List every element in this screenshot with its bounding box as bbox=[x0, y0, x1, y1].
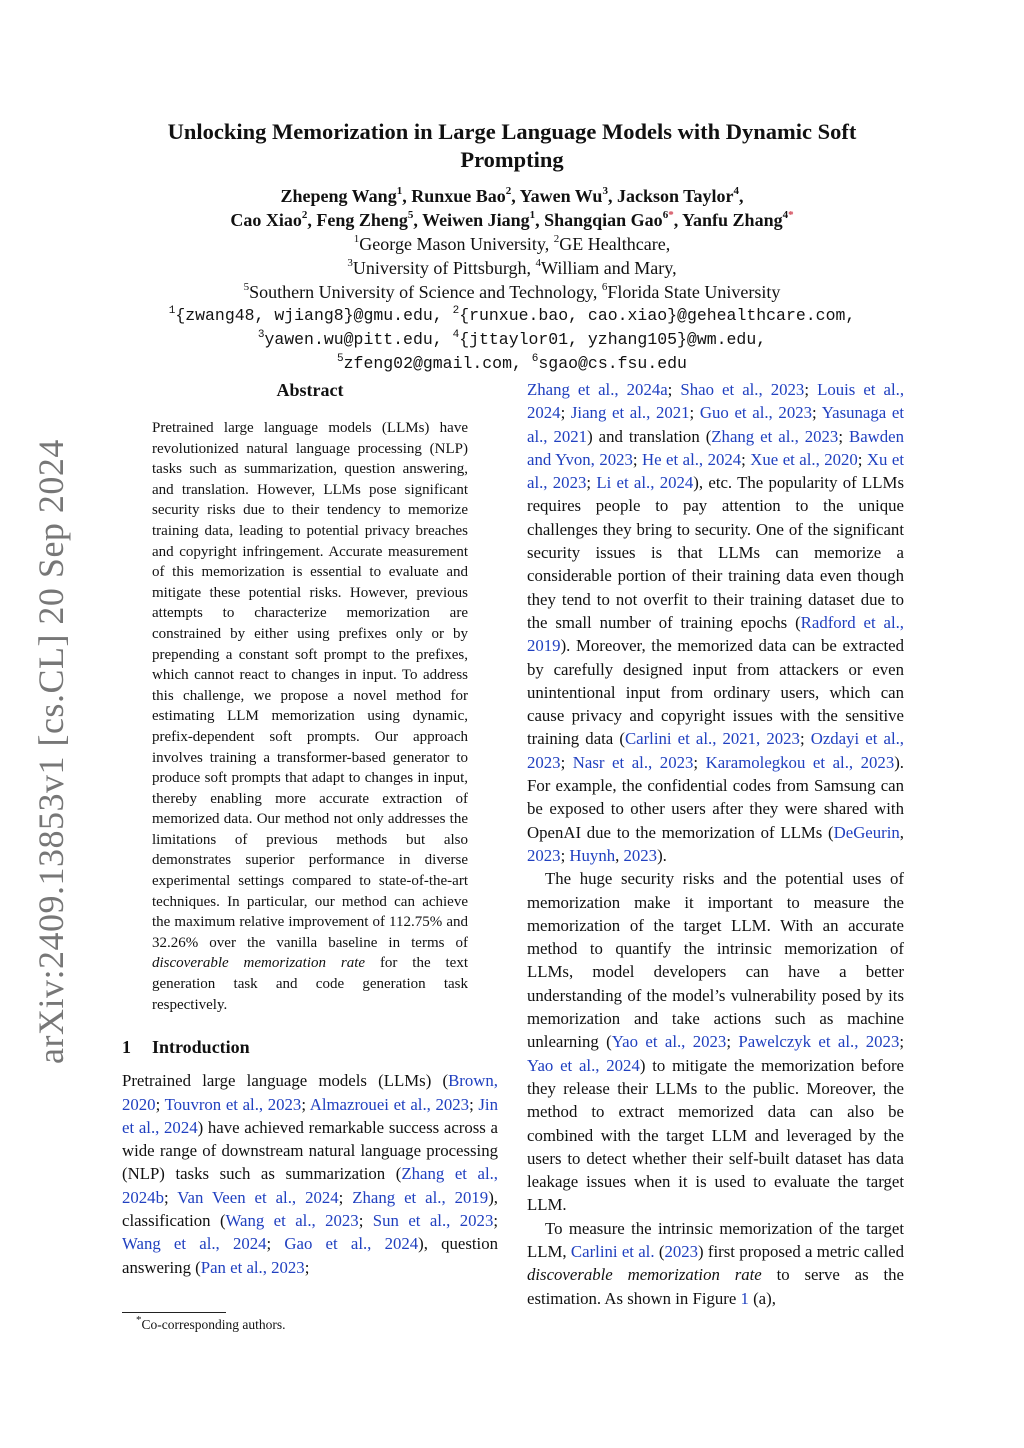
citation-link[interactable]: Jin et al., 2024 bbox=[122, 1094, 498, 1137]
author-name: Feng Zheng bbox=[316, 210, 408, 230]
citation-link[interactable]: 2023 bbox=[527, 845, 561, 865]
citation-link[interactable]: 2023 bbox=[664, 1241, 698, 1261]
citation-link[interactable]: Carlini et al., 2021, 2023 bbox=[624, 729, 800, 749]
footnote-rule bbox=[122, 1312, 226, 1313]
emphasis: discoverable memorization rate bbox=[527, 1265, 762, 1285]
email: {jttaylor01, yzhang105}@wm.edu bbox=[459, 330, 757, 349]
email: sgao@cs.fsu.edu bbox=[538, 354, 687, 373]
citation-link[interactable]: Yasunaga et al., 2021 bbox=[527, 403, 904, 446]
citation-link[interactable]: Guo et al., 2023 bbox=[699, 403, 812, 423]
email-line: $^3$yawen.wu@pitt.edu, $^4${jttaylor01, yzhang105}@wm.edu, bbox=[257, 328, 767, 349]
citation-link[interactable]: Radford et al., 2019 bbox=[527, 612, 905, 656]
citation-link[interactable]: Van Veen et al., 2024 bbox=[177, 1187, 339, 1207]
citation-link[interactable]: Carlini et al. bbox=[570, 1241, 655, 1261]
intro-paragraph-1-continued: Zhang et al., 2024a; Shao et al., 2023; Louis et al., 2024; Jiang et al., 2021; Guo et al., 2023; Yasunaga et al., 2021) and translation (Zhang et al., 2023; Bawden and Yvon, 2023; He et al., 2024; Xue et al., 2020; Xu et al., 2023; Li et al., 2024), etc. The popularity of LLMs requires people to pay attention to the unique challenges they bring to security. One of the significant security issues is that LLMs can memorize a considerable portion of their training data even though they tend to not overfit to their training dataset due to the small number of training epochs (Radford et al., 2019). Moreover, the memorized data can be extracted by carefully designed input from attackers or even unintentional input from ordinary users, which can cause privacy and copyright issues with the sensitive training data (Carlini et al., 2021, 2023; Ozdayi et al., 2023; Nasr et al., 2023; Karamolegkou et al., 2023). For example, the confidential codes from Samsung can be exposed to other users after they were shared with OpenAI due to the memorization of LLMs (DeGeurin, 2023; Huynh, 2023). bbox=[527, 380, 905, 865]
affil-mark: 3 bbox=[257, 328, 265, 341]
affil-mark: 6 bbox=[601, 281, 608, 293]
corresponding-mark: * bbox=[788, 209, 794, 221]
affiliation-block bbox=[120, 232, 904, 376]
affil-mark: 3 bbox=[347, 257, 353, 269]
affiliation-lines bbox=[120, 232, 904, 304]
citation-link[interactable]: Yao et al., 2023 bbox=[611, 1032, 727, 1052]
affiliation: William and Mary, bbox=[541, 258, 677, 278]
affil-mark: 1 bbox=[353, 233, 360, 245]
citation-link[interactable]: Touvron et al., 2023 bbox=[164, 1094, 302, 1114]
email: zfeng02@gmail.com bbox=[343, 354, 512, 373]
footnote bbox=[136, 1313, 286, 1334]
author-name: Yawen Wu bbox=[519, 186, 603, 206]
affiliation: George Mason University, bbox=[359, 234, 554, 254]
citation-link[interactable]: Yao et al., 2024 bbox=[527, 1055, 640, 1075]
email-line: $^5$zfeng02@gmail.com, $^6$sgao@cs.fsu.edu bbox=[337, 352, 687, 373]
author-name: Weiwen Jiang bbox=[422, 210, 530, 230]
citation-link[interactable]: Almazrouei et al., 2023 bbox=[309, 1094, 470, 1114]
footnote-text: Co-corresponding authors. bbox=[141, 1317, 286, 1332]
citation-link[interactable]: 2023 bbox=[623, 845, 658, 865]
author-affil-mark: 1 bbox=[529, 209, 536, 221]
affil-mark: 6 bbox=[531, 352, 539, 365]
affiliation-line bbox=[120, 256, 904, 280]
author-line-2: Cao Xiao$^2$, Feng Zheng$^5$, Weiwen Jiang$^1$, Shangqian Gao$^{6*}$, Yanfu Zhang$^{4*}$ bbox=[230, 209, 794, 230]
section-number: 1 bbox=[122, 1037, 131, 1058]
affil-mark: 2 bbox=[452, 304, 460, 317]
citation-link[interactable]: Gao et al., 2024 bbox=[284, 1234, 419, 1254]
section-title: Introduction bbox=[152, 1037, 250, 1058]
affiliation: GE Healthcare, bbox=[559, 234, 671, 254]
left-column bbox=[122, 378, 498, 1279]
author-name: Runxue Bao bbox=[411, 186, 506, 206]
citation-link[interactable]: Xu et al., 2023 bbox=[527, 449, 905, 493]
emphasis: discoverable memorization rate bbox=[152, 955, 366, 972]
affil-mark: 4 bbox=[535, 257, 542, 269]
citation-link[interactable]: Pan et al., 2023 bbox=[200, 1257, 305, 1277]
citation-link[interactable]: Karamolegkou et al., 2023 bbox=[705, 752, 895, 772]
affil-mark: 1 bbox=[168, 304, 176, 317]
intro-paragraph-3: To measure the intrinsic memorization of the target LLM, Carlini et al. (2023) first proposed a metric called discoverable memorization rate to serve as the estimation. As shown in Figure 1 (a), bbox=[527, 1218, 904, 1308]
citation-link[interactable]: Zhang et al., 2024b bbox=[122, 1164, 499, 1207]
author-affil-mark: 5 bbox=[407, 209, 414, 221]
citation-link[interactable]: Li et al., 2024 bbox=[596, 473, 694, 493]
author-affil-mark: 4* bbox=[782, 209, 794, 221]
citation-link[interactable]: Wang et al., 2023 bbox=[225, 1211, 359, 1230]
affiliation: Florida State University bbox=[607, 282, 781, 302]
intro-paragraph-2: The huge security risks and the potential uses of memorization make it important to measure the memorization of the target LLM. With an accurate method to quantify the intrinsic memorization of LLMs, model developers can have a better understanding of the model’s vulnerability posed by its memorization and take actions such as machine unlearning (Yao et al., 2023; Pawelczyk et al., 2023; Yao et al., 2024) to mitigate the memorization before they release their LLMs to the public. Moreover, the method to extract memorized data can also be combined with the target LLM and leveraged by the users to detect whether their self-built dataset has data leakage issues when it is used to evaluate the target LLM. bbox=[527, 869, 905, 1215]
citation-link[interactable]: Ozdayi et al., 2023 bbox=[527, 729, 905, 772]
author-affil-mark: 1 bbox=[396, 185, 403, 197]
corresponding-mark: * bbox=[668, 209, 674, 221]
citation-link[interactable]: Bawden and Yvon, 2023 bbox=[527, 426, 904, 469]
affil-mark: 5 bbox=[243, 281, 250, 293]
abstract-text: Pretrained large language models (LLMs) have revolutionized natural language processing (NLP) tasks such as summarization, question answering, and translation. However, LLMs pose significant security risks due to their tendency to memorize training data, leading to potential privacy breaches and copyright infringement. Accurate measurement of this memorization is essential to evaluate and mitigate these potential risks. However, previous attempts to characterize memorization are constrained by either using prefixes only or by prepending a constant soft prompt to the prefixes, which cannot react to changes in input. To address this challenge, we propose a novel method for estimating LLM memorization using dynamic, prefix-dependent soft prompts. Our approach involves training a transformer-based generator to produce soft prompts that adapt to changes in input, thereby enabling more accurate extraction of memorized data. Our method not only addresses the limitations of previous methods but also demonstrates superior performance in diverse experimental settings compared to state-of-the-art techniques. In particular, our method can achieve the maximum relative improvement of 112.75% and 32.26% over the vanilla baseline in terms of discoverable memorization rate for the text generation task and code generation task respectively. bbox=[152, 420, 468, 1013]
author-name: Jackson Taylor bbox=[616, 186, 734, 206]
citation-link[interactable]: Huynh bbox=[569, 845, 616, 865]
author-affil-mark: 4 bbox=[733, 185, 739, 197]
citation-link[interactable]: Xue et al., 2020 bbox=[750, 449, 858, 469]
email-line: $^1${zwang48, wjiang8}@gmu.edu, $^2${runxue.bao, cao.xiao}@gehealthcare.com, bbox=[168, 304, 856, 325]
affiliation-line bbox=[120, 280, 904, 304]
abstract-heading: Abstract bbox=[276, 380, 344, 400]
author-affil-mark: 2 bbox=[505, 185, 512, 197]
email: {runxue.bao, cao.xiao}@gehealthcare.com bbox=[459, 306, 846, 325]
citation-link[interactable]: DeGeurin bbox=[833, 822, 900, 842]
citation-link[interactable]: Brown, 2020 bbox=[122, 1071, 498, 1114]
author-affil-mark: 2 bbox=[301, 209, 308, 221]
citation-link[interactable]: Louis et al., 2024 bbox=[527, 380, 905, 423]
footnote-mark: * bbox=[136, 1313, 142, 1326]
affil-mark: 4 bbox=[452, 328, 460, 341]
citation-link[interactable]: Zhang et al., 2023 bbox=[711, 426, 839, 446]
arxiv-stamp bbox=[22, 0, 82, 1064]
citation-link[interactable]: Zhang et al., 2019 bbox=[352, 1187, 489, 1207]
author-affil-mark: 6* bbox=[662, 209, 674, 221]
affiliation: University of Pittsburgh, bbox=[352, 258, 536, 278]
affil-mark: 2 bbox=[553, 233, 560, 245]
affiliation-line bbox=[120, 232, 904, 256]
citation-link[interactable]: Shao et al., 2023 bbox=[680, 380, 805, 399]
section-heading bbox=[122, 1035, 498, 1059]
affiliation: Southern University of Science and Technology, bbox=[249, 282, 602, 302]
citation-link[interactable]: Zhang et al., 2024a bbox=[527, 380, 668, 399]
author-name: Zhepeng Wang bbox=[280, 186, 397, 206]
citation-link[interactable]: Jiang et al., 2021 bbox=[570, 403, 690, 423]
citation-link[interactable]: Pawelczyk et al., 2023 bbox=[738, 1032, 900, 1052]
author-affil-mark: 3 bbox=[602, 185, 608, 197]
citation-link[interactable]: Sun et al., 2023 bbox=[372, 1211, 494, 1230]
author-name: Shangqian Gao bbox=[544, 210, 663, 230]
email: yawen.wu@pitt.edu bbox=[264, 330, 433, 349]
arxiv-identifier: arXiv:2409.13853v1 [cs.CL] 20 Sep 2024 bbox=[31, 439, 71, 1064]
citation-link[interactable]: He et al., 2024 bbox=[642, 449, 742, 469]
right-column bbox=[527, 378, 904, 1310]
affil-mark: 5 bbox=[337, 352, 344, 365]
citation-link[interactable]: Wang et al., 2024 bbox=[122, 1234, 267, 1254]
paper-title: Unlocking Memorization in Large Language Models with Dynamic Soft Prompting bbox=[167, 119, 857, 172]
email: {zwang48, wjiang8}@gmu.edu bbox=[175, 306, 433, 325]
citation-link[interactable]: Nasr et al., 2023 bbox=[572, 752, 694, 772]
email-lines bbox=[120, 304, 904, 376]
author-name: Cao Xiao bbox=[230, 210, 302, 230]
author-line-1: Zhepeng Wang$^1$, Runxue Bao$^2$, Yawen Wu$^3$, Jackson Taylor$^4$, bbox=[280, 185, 744, 206]
citation-link[interactable]: 1 bbox=[740, 1288, 749, 1308]
intro-paragraph-1: Pretrained large language models (LLMs) (Brown, 2020; Touvron et al., 2023; Almazrouei et al., 2023; Jin et al., 2024) have achieved remarkable success across a wide range of downstream natural language processing (NLP) tasks such as summarization (Zhang et al., 2024b; Van Veen et al., 2024; Zhang et al., 2019), classification (Wang et al., 2023; Sun et al., 2023; Wang et al., 2024; Gao et al., 2024), question answering (Pan et al., 2023; bbox=[122, 1071, 499, 1277]
author-name: Yanfu Zhang bbox=[682, 210, 783, 230]
author-list bbox=[120, 184, 904, 232]
